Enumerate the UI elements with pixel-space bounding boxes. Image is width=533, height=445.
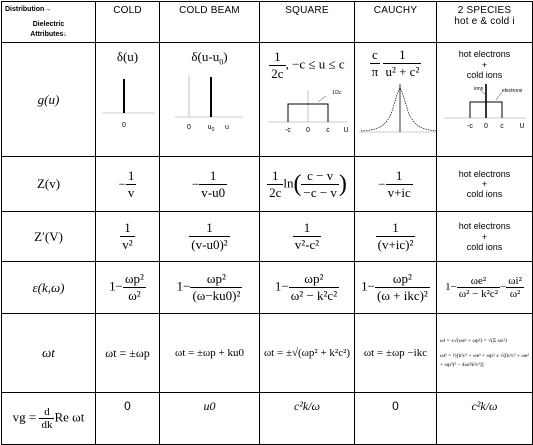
- z-square-pre-num: 1: [267, 168, 283, 185]
- g-cold-plot: [97, 65, 159, 135]
- z-two-plus: +: [481, 179, 488, 190]
- eps-two-den2: ω²: [509, 288, 521, 301]
- g-beam-tick-0: 0: [186, 123, 191, 131]
- vg-label-den: dk: [41, 419, 53, 432]
- z-cold-num: 1: [127, 167, 135, 183]
- eps-two-one: 1−: [445, 281, 457, 294]
- g-two-electrons-label: electrons: [501, 88, 522, 95]
- cell-omega-square: ωt = ±√(ωp² + k²c²): [260, 314, 355, 393]
- zp-cauchy-num: 1: [376, 220, 416, 237]
- g-two-tick-c: c: [499, 123, 504, 131]
- z-cauchy-den: v+ic: [387, 184, 411, 200]
- g-cauchy-den: π: [371, 64, 379, 80]
- g-square-range: , −c ≤ u ≤ c: [285, 56, 345, 72]
- cell-eps-two-species: 1− $\frac{\text{ωe²}}{\text{ω² − k²c²}}$ − $\frac{\text{ωi²}}{\text{ω²}}$: [437, 262, 533, 314]
- eps-cauchy-den: (ω + ikc)²: [377, 288, 428, 304]
- vg-label-num: d: [39, 406, 54, 419]
- cell-g-cauchy: [355, 43, 437, 157]
- g-cauchy-den2: u² + c²: [385, 64, 420, 80]
- g-two-species-text: [437, 49, 532, 80]
- g-two-tick-u: U: [518, 123, 525, 131]
- attributes-arrow-label: Attributes↓: [30, 30, 67, 38]
- eps-cold-num: ωp²: [124, 271, 144, 287]
- g-beam-plot: [161, 67, 259, 139]
- row-label-epsilon: [2, 262, 96, 314]
- zp-two-plus: +: [481, 231, 488, 242]
- g-square-plot: [260, 82, 354, 142]
- eps-cauchy-num: ωp²: [375, 271, 430, 288]
- z-beam-den: v-u0: [201, 184, 226, 200]
- g-two-tick-0: 0: [483, 123, 488, 131]
- z-square-pre-den: 2c: [269, 184, 282, 200]
- eps-two-num2: ωi²: [508, 275, 522, 288]
- eps-label-text: ε(k,ω): [32, 279, 65, 295]
- z-cauchy-num: 1: [386, 168, 413, 185]
- eps-cauchy-one: 1−: [361, 278, 375, 294]
- cell-vg-square: c²k/ω: [260, 393, 355, 445]
- distribution-arrow-label: Distribution→: [5, 6, 52, 13]
- col-header-cauchy: CAUCHY: [355, 2, 437, 43]
- col-header-2-species: [437, 2, 533, 43]
- cell-vg-cold: 0: [96, 393, 160, 445]
- z-two-hot-electrons: hot electrons: [458, 168, 511, 179]
- zp-beam-den: (v-u0)²: [191, 237, 228, 253]
- eps-square-one: 1−: [274, 278, 289, 294]
- cell-z-two-species: [437, 157, 533, 212]
- zp-two-hot-electrons: hot electrons: [458, 221, 511, 232]
- cell-g-cold-beam: [160, 43, 260, 157]
- cell-omega-two-species: [437, 314, 533, 393]
- cell-zp-cauchy: [355, 212, 437, 262]
- cell-vg-cold-beam: u0: [160, 393, 260, 445]
- cell-vg-cauchy: 0: [355, 393, 437, 445]
- col-header-2-species-sub: hot e & cold i: [454, 16, 515, 27]
- g-beam-tick-u0: $u_0$: [207, 123, 214, 133]
- vg-label-right: Re ωt: [54, 409, 85, 425]
- row-label-z: Z(v): [2, 157, 96, 212]
- row-label-zprime: Z′(V): [2, 212, 96, 262]
- cell-z-cold-beam: − $\frac{1}{v-u0}$: [160, 157, 260, 212]
- cell-omega-cauchy: ωt = ±ωp −ikc: [355, 314, 437, 393]
- g-cauchy-num: c: [370, 47, 381, 64]
- g-square-den: 2c: [271, 66, 284, 82]
- cell-omega-cold-beam: ωt = ±ωp + ku0: [160, 314, 260, 393]
- eps-cold-den: ω²: [128, 288, 141, 304]
- g-cold-formula: δ(u): [116, 49, 139, 65]
- zp-cauchy-den: (v+ic)²: [377, 237, 414, 253]
- cell-z-cauchy: − $\frac{1}{v+ic}$: [355, 157, 437, 212]
- cell-g-cold: [96, 43, 160, 157]
- g-square-num: 1: [269, 49, 285, 66]
- cell-eps-cold-beam: [160, 262, 260, 314]
- g-cauchy-formula: [355, 47, 436, 80]
- dielectric-label: Dielectric: [32, 21, 65, 29]
- g-cauchy-num2: 1: [383, 47, 421, 64]
- zp-square-den: v²-c²: [294, 237, 320, 253]
- z-two-cold-ions: cold ions: [466, 189, 503, 200]
- g-two-hot-electrons: hot electrons: [458, 49, 511, 60]
- zp-cold-den: v²: [122, 237, 133, 253]
- g-cold-tick-0: 0: [121, 122, 126, 130]
- row-label-g: [2, 43, 96, 157]
- cell-z-cold: − $\frac{1}{v}$: [96, 157, 160, 212]
- g-beam-tick-u: u: [224, 123, 229, 131]
- g-two-species-plot: [438, 80, 532, 134]
- cell-eps-cauchy: [355, 262, 437, 314]
- eps-beam-num: ωp²: [190, 271, 242, 288]
- zp-beam-num: 1: [189, 220, 229, 237]
- col-header-cold-beam: COLD BEAM: [160, 2, 260, 43]
- col-header-square: SQUARE: [260, 2, 355, 43]
- g-square-formula: [260, 49, 354, 82]
- g-two-cold-ions: cold ions: [466, 70, 503, 80]
- z-square-ln: ln: [283, 175, 294, 191]
- zp-cold-num: 1: [120, 220, 134, 237]
- cell-zp-cold-beam: [160, 212, 260, 262]
- eps-two-num1: ωe²: [457, 275, 500, 288]
- dielectric-table: [1, 1, 533, 445]
- row-label-vg: [2, 393, 96, 445]
- cell-eps-cold: [96, 262, 160, 314]
- zp-square-num: 1: [293, 220, 321, 237]
- cell-zp-two-species: [437, 212, 533, 262]
- g-square-tick-u: U: [343, 127, 349, 135]
- g-beam-formula: $\delta(u-u_0)$: [191, 49, 228, 67]
- eps-two-den1: ω² − k²c²: [458, 288, 499, 301]
- g-two-plus: +: [481, 59, 488, 70]
- g-square-height-label: 1/2c: [332, 90, 342, 97]
- g-square-tick-c: c: [326, 127, 330, 135]
- g-square-tick-0: 0: [306, 127, 310, 135]
- table-corner-cell: [2, 2, 96, 43]
- row-label-omega-t: [2, 314, 96, 393]
- z-cold-den: v: [127, 184, 135, 200]
- cell-vg-two-species: c²k/ω: [437, 393, 533, 445]
- z-beam-num: 1: [199, 168, 227, 185]
- z-square-den: −c − v: [303, 184, 337, 200]
- cell-g-square: [260, 43, 355, 157]
- cell-zp-cold: [96, 212, 160, 262]
- omega-two-line1: ωt = ±√(ωe² + ωp²) = √(Σ ωs²): [440, 338, 507, 345]
- omega-label-text: ωt: [42, 345, 55, 361]
- z-square-num: c − v: [301, 168, 338, 185]
- omega-two-line2: ωt² = ½[k²c² + ωe² + ωp² ± √((k²c² + ωe² + ωp²)² − 4ωi²k²c²)]: [440, 352, 530, 368]
- eps-beam-den: (ω−ku0)²: [192, 288, 241, 304]
- cell-z-square: $\frac{1}{2c}$ ln( $\frac{c - v}{-c - v}$ ): [260, 157, 355, 212]
- col-header-2-species-title: 2 SPECIES: [457, 5, 512, 16]
- g-two-ions-label: ions: [473, 86, 483, 93]
- vg-label-left: vg =: [12, 409, 40, 425]
- cell-omega-cold: ωt = ±ωp: [96, 314, 160, 393]
- eps-square-num: ωp²: [289, 271, 339, 288]
- eps-square-den: ω² − k²c²: [290, 288, 338, 304]
- g-cauchy-plot: [355, 80, 437, 144]
- g-two-tick-neg-c: -c: [466, 123, 473, 131]
- col-header-cold: COLD: [96, 2, 160, 43]
- g-label-text: g(u): [37, 91, 60, 107]
- cell-g-two-species: [437, 43, 533, 157]
- eps-cold-one: 1−: [109, 278, 123, 294]
- cell-zp-square: [260, 212, 355, 262]
- g-square-tick-neg-c: -c: [285, 127, 291, 135]
- cell-eps-square: [260, 262, 355, 314]
- eps-beam-one: 1−: [176, 278, 191, 294]
- zp-two-cold-ions: cold ions: [466, 241, 503, 252]
